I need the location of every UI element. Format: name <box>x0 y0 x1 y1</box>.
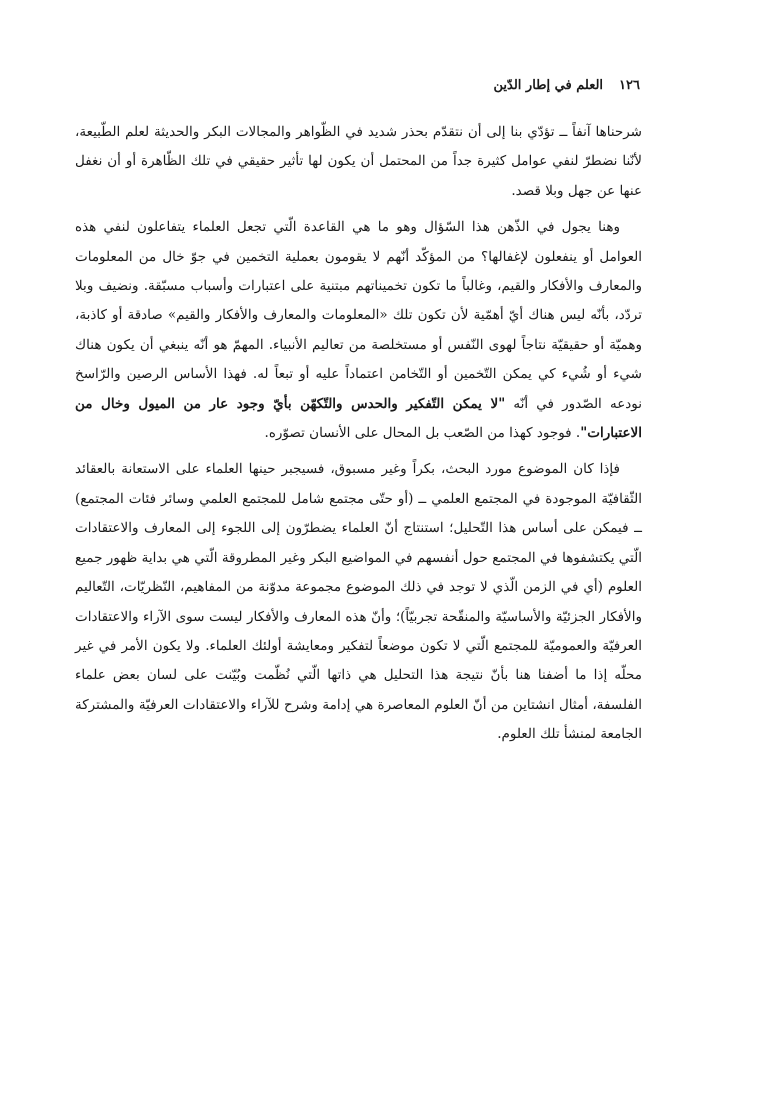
paragraph-2-ending: . فوجود كهذا من الصّعب بل المحال على الأنسان تصوّره. <box>264 425 581 442</box>
page-header <box>470 78 640 100</box>
paragraph-2-text: وهنا يجول في الذّهن هذا السّؤال وهو ما هي القاعدة الّتي تجعل العلماء يتفاعلون لنفي هذه العوامل أو ينفعلون لإغفالها؟ من المؤكّد أنّهم لا يقومون بعملية التخمين في جوّ خال من المعلومات والمعارف والأفكار والقيم، وغالباً ما تكون تخميناتهم مبتنية على اعتبارات وأسباب مسبّقة. ونضيف وبلا تردّد، بأنّه ليس هناك أيّ أهمّية لأن تكون تلك «المعلومات والمعارف والأفكار والقيم» صادقة أو كاذبة، وهميّة أو حقيقيّة نتاجاً لهوى النّفس أو مستخلصة من تعاليم الأنبياء. المهمّ هو أنّه ينبغي أن يكون هناك شيء أو شُيء كي يمكن التّخمين أو التّخامن اعتماداً عليه أو تبعاً له. فهذا الأساس الرصين والرّاسخ نودعه الصّدور في أنّه <box>75 219 642 412</box>
paragraph-1: شرحناها آنفاً ــ تؤدّي بنا إلى أن نتقدّم بحذر شديد في الظّواهر والمجالات البكر والحديثة لعلم الطّبيعة، لأنّنا نضطرّ لنفي عوامل كثيرة جداً من المحتمل أن يكون لها تأثير حقيقي في تلك الظّاهرة أو أن نغفل عنها عن جهل وبلا قصد. <box>75 124 642 199</box>
bold-quote: "لا يمكن التّفكير والحدس والتّكهّن بأيّ وجود عار من الميول وخال من الاعتبارات" <box>75 395 642 442</box>
paragraph-2 <box>75 213 642 448</box>
paragraph-3: فإذا كان الموضوع مورد البحث، بكراً وغير مسبوق، فسيجبر حينها العلماء على الاستعانة بالعقائد الثّقافيّة الموجودة في المجتمع العلمي ــ (أو حتّى مجتمع شامل للمجتمع العلمي وسائر فئات المجتمع) ــ فيمكن على أساس هذا التّحليل؛ استنتاج أنّ العلماء يضطرّون إلى اللجوء إلى المعارف والاعتقادات الّتي يكتشفوها في المجتمع حول أنفسهم في المواضيع البكر وغير المطروقة الّتي هي بداية ظهور جميع العلوم (أي في الزمن الّذي لا توجد في ذلك الموضوع مجموعة مدوّنة من المفاهيم، النّظريّات، التّعاليم والأفكار الجزئيّة والأساسيّة والمنقّحة تجربيّاً)؛ وأنّ هذه المعارف والأفكار ليست سوى الآراء والاعتقادات العرفيّة والعموميّة للمجتمع الّتي لا تكون موضعاً لتفكير ومعايشة أولئك العلماء. ولا يكون الأمر في غير محلّه إذا ما أضفنا هنا بأنّ نتيجة هذا التحليل هي ذاتها الّتي نُظّمت وبُيّنت على لسان بعض علماء الفلسفة، أمثال انشتاين من أنّ العلوم المعاصرة هي إدامة وشرح للآراء والاعتقادات العرفيّة والمشتركة الجامعة لمنشأ تلك العلوم. <box>75 461 642 743</box>
page-number: ١٢٦ <box>619 78 640 93</box>
body-text <box>75 118 642 757</box>
running-title: العلم في إطار الدّين <box>493 78 604 93</box>
